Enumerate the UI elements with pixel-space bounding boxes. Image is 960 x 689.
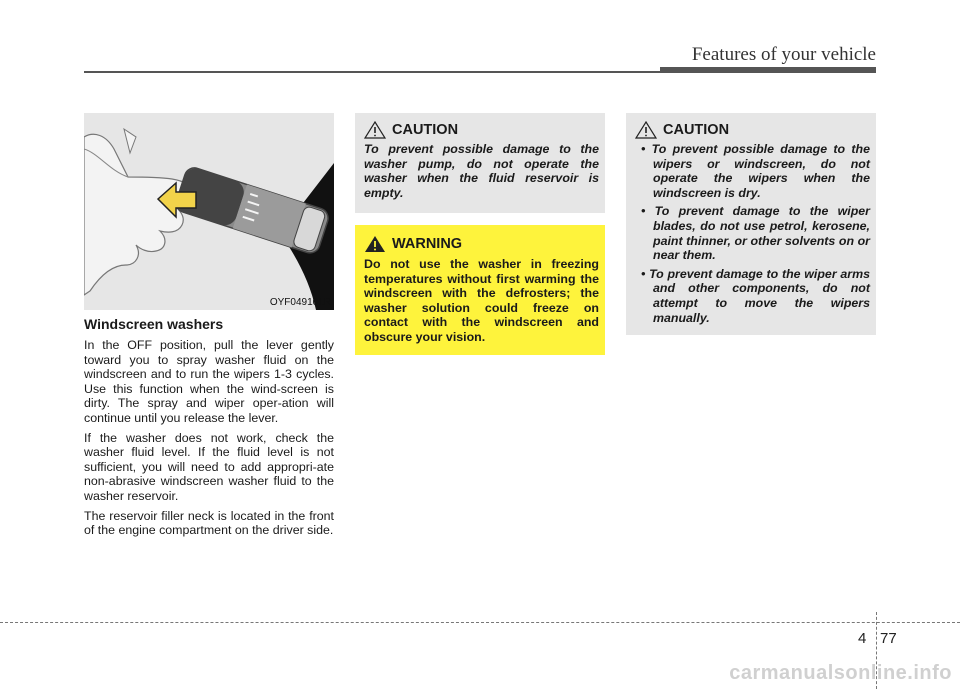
caution-box-washer-pump [355,113,605,213]
header-rule-accent [660,67,876,73]
body-paragraph: If the washer does not work, check the washer fluid level. If the fluid level is not sufficient, you will need to add appropri-ate non-abrasive windscreen washer fluid to the washer reservoir. [84,430,334,503]
page-header-title: Features of your vehicle [691,44,876,65]
caution-text: To prevent possible damage to the washer pump, do not operate the washer when the fluid reservoir is empty. [364,142,599,200]
header-rule [84,71,660,73]
warning-text: Do not use the washer in freezing temperatures without first warming the windscreen with the defrosters; the washer solution could freeze on contact with the windscreen and obscure your vision. [364,257,599,344]
section-heading: Windscreen washers [84,316,224,332]
warning-title: WARNING [392,236,463,252]
caution-triangle-icon [364,121,386,139]
footer-rule [0,622,960,623]
caution-bullet-item: • To prevent damage to the wiper arms and other components, do not attempt to move the wipers manually. [641,266,871,325]
caution-bullet-item: • To prevent possible damage to the wipers or windscreen, do not operate the wipers when the windscreen is dry. [641,142,871,200]
washer-section [84,316,334,543]
hand-pulling-lever-drawing [84,113,334,310]
watermark: carmanualsonline.info [729,662,952,684]
wiper-lever-illustration [84,113,334,310]
caution-box-wipers [626,113,876,335]
caution-bullet-item: • To prevent damage to the wiper blades, do not use petrol, kerosene, paint thinner, or other solvents on or near them. [641,204,871,263]
caution-triangle-icon [635,121,657,139]
body-paragraph: The reservoir filler neck is located in the front of the engine compartment on the driver side. [84,508,334,538]
chapter-number: 4 [858,630,867,647]
warning-triangle-icon [364,235,386,253]
caution-title: CAUTION [392,122,459,138]
page-number: 77 [880,630,897,647]
caution-bullet-list [635,142,870,325]
caution-title: CAUTION [663,122,730,138]
body-paragraph: In the OFF position, pull the lever gently toward you to spray washer fluid on the windscreen and to run the wipers 1-3 cycles. Use this function when the wind-screen is dirty. The spray and wiper oper-ation will continue until you release the lever. [84,338,334,425]
figure-code: OYF049101R [269,297,331,308]
warning-box-freezing [355,225,605,355]
